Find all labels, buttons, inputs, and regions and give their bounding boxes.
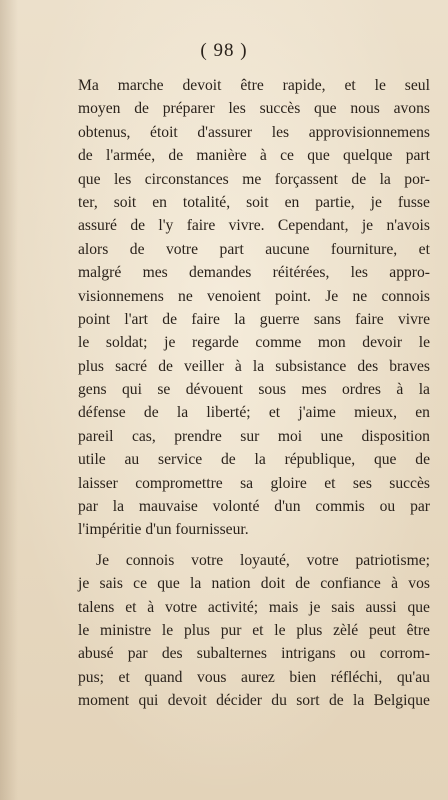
- text-line: visionnemens ne venoient point. Je ne connois: [78, 287, 430, 305]
- text-line: alors de votre part aucune fourniture, et: [78, 240, 430, 258]
- text-line: pus; et quand vous aurez bien réfléchi, qu'au: [78, 668, 430, 686]
- text-line: le ministre le plus pur et le plus zèlé peut être: [78, 621, 430, 639]
- text-line: plus sacré de veiller à la subsistance des braves: [78, 357, 430, 375]
- text-line: moyen de préparer les succès que nous avons: [78, 100, 430, 118]
- paragraph: [78, 74, 430, 542]
- text-line: l'impéritie d'un fournisseur.: [78, 521, 249, 539]
- text-line: talens et à votre activité; mais je sais aussi que: [78, 598, 430, 616]
- text-line: assuré de l'y faire vivre. Cependant, je n'avois: [78, 217, 430, 235]
- text-line: que les circonstances me forçassent de la por-: [78, 170, 430, 188]
- text-line: Je connois votre loyauté, votre patriotisme;: [96, 551, 430, 569]
- paragraph-gap: [78, 542, 430, 549]
- text-line: par la mauvaise volonté d'un commis ou par: [78, 498, 430, 516]
- body-text: [78, 74, 430, 713]
- text-line: obtenus, étoit d'assurer les approvisionnemens: [78, 123, 430, 141]
- text-line: le soldat; je regarde comme mon devoir le: [78, 334, 430, 352]
- page-number: ( 98 ): [200, 40, 248, 61]
- text-line: malgré mes demandes réitérées, les appro-: [78, 264, 430, 282]
- text-line: ter, soit en totalité, soit en partie, je fusse: [78, 193, 430, 211]
- text-line: gens qui se dévouent sous mes ordres à la: [78, 381, 430, 399]
- text-line: je sais ce que la nation doit de confiance à vos: [78, 575, 430, 593]
- paragraph: [78, 549, 430, 713]
- text-line: point l'art de faire la guerre sans faire vivre: [78, 310, 430, 328]
- text-line: moment qui devoit décider du sort de la Belgique: [78, 692, 430, 710]
- text-line: Ma marche devoit être rapide, et le seul: [78, 77, 430, 94]
- text-line: utile au service de la république, que de: [78, 451, 430, 469]
- text-line: pareil cas, prendre sur moi une disposition: [78, 427, 430, 445]
- text-line: défense de la liberté; et j'aime mieux, en: [78, 404, 430, 422]
- binding-shadow: [0, 0, 18, 800]
- text-line: laisser compromettre sa gloire et ses succès: [78, 474, 430, 492]
- text-line: de l'armée, de manière à ce que quelque part: [78, 147, 430, 165]
- text-line: abusé par des subalternes intrigans ou corrom-: [78, 645, 430, 663]
